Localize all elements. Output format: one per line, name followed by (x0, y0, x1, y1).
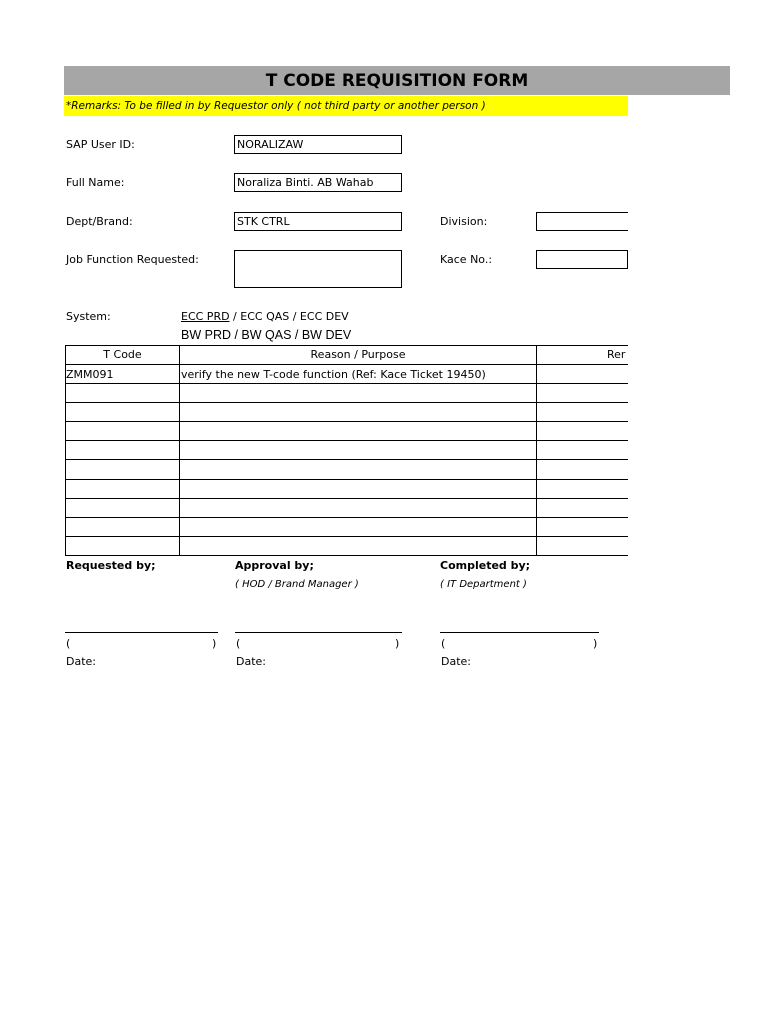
requested-by-name-open: ( (66, 637, 71, 650)
approval-by-subtitle: ( HOD / Brand Manager ) (235, 579, 359, 590)
completed-by-name-close: ) (593, 637, 598, 650)
system-options-ecc-rest[interactable]: / ECC QAS / ECC DEV (229, 310, 349, 323)
approval-by-date-label: Date: (236, 655, 266, 668)
completed-by-label: Completed by; (440, 559, 531, 572)
approval-by-name-open: ( (236, 637, 241, 650)
system-bw-options[interactable]: BW PRD / BW QAS / BW DEV (181, 328, 352, 342)
table-header-reason: Reason / Purpose (310, 348, 406, 361)
division-field[interactable] (536, 212, 628, 231)
completed-by-subtitle: ( IT Department ) (440, 579, 527, 590)
full-name-label: Full Name: (66, 176, 125, 189)
approval-by-label: Approval by; (235, 559, 314, 572)
job-function-label: Job Function Requested: (66, 253, 199, 266)
sap-user-id-field[interactable]: NORALIZAW (234, 135, 402, 154)
table-line (65, 536, 628, 537)
table-col-divider (179, 345, 180, 556)
remarks-bar (64, 96, 628, 116)
dept-brand-label: Dept/Brand: (66, 215, 133, 228)
full-name-field[interactable]: Noraliza Binti. AB Wahab (234, 173, 402, 192)
table-header-tcode: T Code (103, 348, 142, 361)
system-label: System: (66, 310, 111, 323)
table-line (65, 459, 628, 460)
division-label: Division: (440, 215, 488, 228)
table-line (65, 421, 628, 422)
completed-by-name-open: ( (441, 637, 446, 650)
table-line (65, 555, 628, 556)
approval-by-name-close: ) (395, 637, 400, 650)
table-header-remarks: Rer (607, 348, 626, 361)
completed-by-signature-line[interactable] (440, 632, 599, 633)
requested-by-date-label: Date: (66, 655, 96, 668)
remarks-text: *Remarks: To be filled in by Requestor only ( not third party or another person ) (66, 100, 486, 112)
kace-no-label: Kace No.: (440, 253, 493, 266)
table-line (65, 364, 628, 365)
system-option-ecc-prd[interactable]: ECC PRD (181, 310, 230, 323)
completed-by-date-label: Date: (441, 655, 471, 668)
kace-no-field[interactable] (536, 250, 628, 269)
system-ecc-options (181, 310, 349, 323)
dept-brand-field[interactable]: STK CTRL (234, 212, 402, 231)
requested-by-name-close: ) (212, 637, 217, 650)
table-cell-reason[interactable]: verify the new T-code function (Ref: Kace Ticket 19450) (181, 368, 486, 381)
requested-by-signature-line[interactable] (65, 632, 218, 633)
table-line (65, 517, 628, 518)
table-line (65, 498, 628, 499)
table-cell-tcode[interactable]: ZMM091 (66, 368, 114, 381)
table-line (65, 440, 628, 441)
job-function-field[interactable] (234, 250, 402, 288)
table-line (65, 479, 628, 480)
form-title: T CODE REQUISITION FORM (265, 71, 529, 91)
form-title-bar (64, 66, 730, 95)
sap-user-id-label: SAP User ID: (66, 138, 135, 151)
approval-by-signature-line[interactable] (235, 632, 402, 633)
table-col-divider (536, 345, 537, 556)
table-line (65, 402, 628, 403)
requested-by-label: Requested by; (66, 559, 156, 572)
